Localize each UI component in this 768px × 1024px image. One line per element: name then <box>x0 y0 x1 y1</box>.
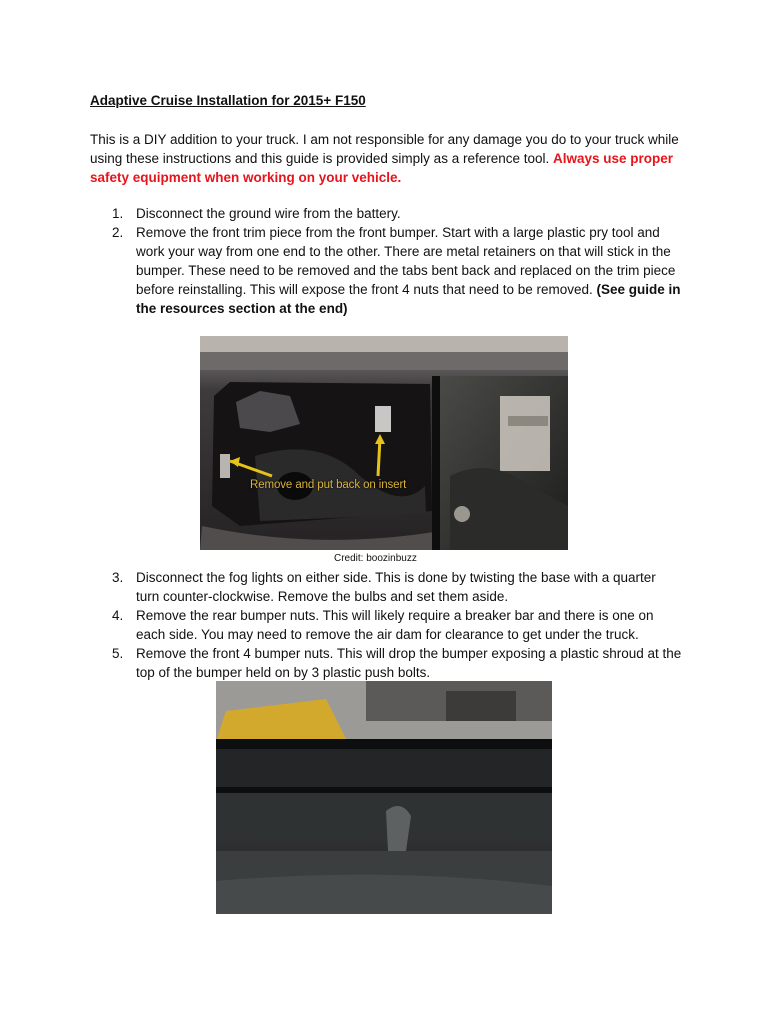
step-bold-note: (See guide in the resources section at the end) <box>136 282 681 316</box>
step-text: Disconnect the ground wire from the battery. <box>136 206 401 221</box>
steps-list-part2 <box>112 568 682 682</box>
safety-warning: Always use proper safety equipment when working on your vehicle. <box>90 151 674 185</box>
bumper-shroud-photo <box>216 681 552 914</box>
step-number: 5. <box>112 646 124 661</box>
list-item <box>112 568 682 606</box>
list-item <box>112 223 682 318</box>
step-text: Remove the rear bumper nuts. This will likely require a breaker bar and there is one on each side. You may need to remove the air dam for clearance to get under the truck. <box>136 608 654 642</box>
document-title: Adaptive Cruise Installation for 2015+ F150 <box>90 93 366 108</box>
photo-annotation: Remove and put back on insert <box>250 479 407 491</box>
bumper-shroud-photo-graphic <box>216 681 552 914</box>
list-item <box>112 606 682 644</box>
step-number: 3. <box>112 570 124 585</box>
step-text: Disconnect the fog lights on either side. This is done by twisting the base with a quarter turn counter-clockwise. Remove the bulbs and set them aside. <box>136 570 656 604</box>
step-number: 4. <box>112 608 124 623</box>
step-text: Remove the front 4 bumper nuts. This will drop the bumper exposing a plastic shroud at the top of the bumper held on by 3 plastic push bolts. <box>136 646 682 680</box>
step-text: Remove the front trim piece from the front bumper. Start with a large plastic pry tool and work your way from one end to the other. There are metal retainers on that will stick in the bumper. These need to be removed and the tabs bent back and replaced on the trim piece before reinstalling. This will expose the front 4 nuts that need to be removed. <box>136 225 676 297</box>
steps-list-part1 <box>112 204 682 318</box>
bumper-trim-photo <box>200 336 568 550</box>
step-number: 1. <box>112 206 124 221</box>
list-item <box>112 204 682 223</box>
intro-text: This is a DIY addition to your truck. I am not responsible for any damage you do to your truck while using these instructions and this guide is provided simply as a reference tool. <box>90 132 679 166</box>
bumper-trim-photo-graphic <box>200 336 568 550</box>
step-number: 2. <box>112 225 124 240</box>
list-item <box>112 644 682 682</box>
intro-paragraph <box>90 130 690 187</box>
photo-caption: Credit: boozinbuzz <box>334 553 417 564</box>
